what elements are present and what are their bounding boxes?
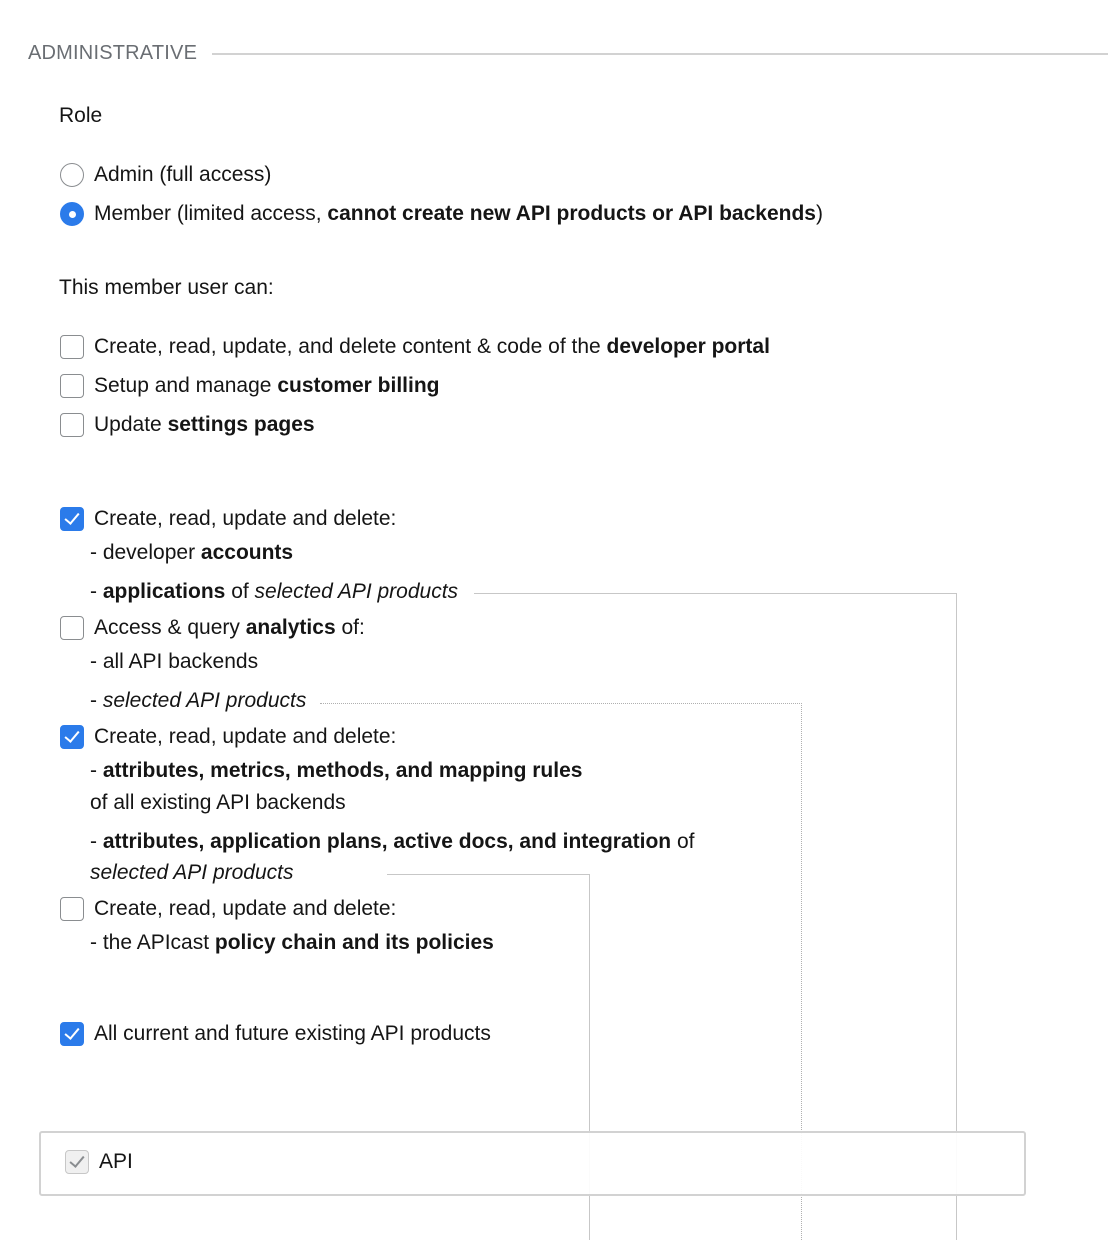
billing-checkbox[interactable] — [60, 374, 84, 398]
all-products-checkbox[interactable] — [60, 1022, 84, 1046]
policy-line-chain: - the APIcast policy chain and its policies — [90, 931, 494, 954]
permission-portal[interactable] — [60, 335, 770, 359]
partners-label: Create, read, update and delete: — [94, 507, 397, 530]
plans-line-backends: of all existing API backends — [90, 791, 346, 814]
partners-line-accounts: - developer accounts — [90, 541, 294, 564]
settings-checkbox[interactable] — [60, 413, 84, 437]
plans-line-products: selected API products — [90, 861, 294, 884]
permissions-intro: This member user can: — [59, 276, 274, 299]
api-product-item[interactable] — [65, 1150, 133, 1174]
plans-checkbox[interactable] — [60, 725, 84, 749]
permission-policy[interactable] — [60, 897, 396, 921]
plans-line-rules: - attributes, metrics, methods, and mapping rules — [90, 759, 583, 782]
billing-label: Setup and manage customer billing — [94, 374, 440, 397]
plans-line-integration: - attributes, application plans, active docs, and integration of — [90, 830, 695, 853]
role-label: Role — [59, 104, 103, 127]
portal-checkbox[interactable] — [60, 335, 84, 359]
api-product-checkbox[interactable] — [65, 1150, 89, 1174]
permission-plans[interactable] — [60, 725, 396, 749]
all-products-option[interactable] — [60, 1022, 491, 1046]
connector-analytics-h — [320, 703, 802, 704]
member-label: Member (limited access, cannot create new API products or API backends) — [94, 202, 823, 225]
monitoring-line-products: - selected API products — [90, 689, 307, 712]
monitoring-line-backends: - all API backends — [90, 650, 259, 673]
connector-applications-h — [474, 593, 957, 594]
settings-label: Update settings pages — [94, 413, 315, 436]
permission-monitoring[interactable] — [60, 616, 365, 640]
admin-radio[interactable] — [60, 163, 84, 187]
api-product-label: API — [99, 1150, 133, 1173]
section-legend: ADMINISTRATIVE — [28, 42, 198, 64]
member-radio[interactable] — [60, 202, 84, 226]
legend-rule — [212, 53, 1108, 55]
permission-partners[interactable] — [60, 507, 396, 531]
all-products-label: All current and future existing API products — [94, 1022, 491, 1045]
permission-billing[interactable] — [60, 374, 440, 398]
monitoring-checkbox[interactable] — [60, 616, 84, 640]
connector-plans-h — [387, 874, 590, 875]
monitoring-label: Access & query analytics of: — [94, 616, 365, 639]
role-admin-option[interactable] — [60, 163, 271, 187]
admin-label: Admin (full access) — [94, 163, 272, 186]
api-product-list — [39, 1131, 1026, 1196]
partners-line-applications: - applications of selected API products — [90, 580, 459, 603]
role-member-option[interactable] — [60, 202, 823, 226]
permission-settings[interactable] — [60, 413, 315, 437]
partners-checkbox[interactable] — [60, 507, 84, 531]
policy-checkbox[interactable] — [60, 897, 84, 921]
portal-label: Create, read, update, and delete content & code of the developer portal — [94, 335, 770, 358]
plans-label: Create, read, update and delete: — [94, 725, 397, 748]
policy-label: Create, read, update and delete: — [94, 897, 397, 920]
